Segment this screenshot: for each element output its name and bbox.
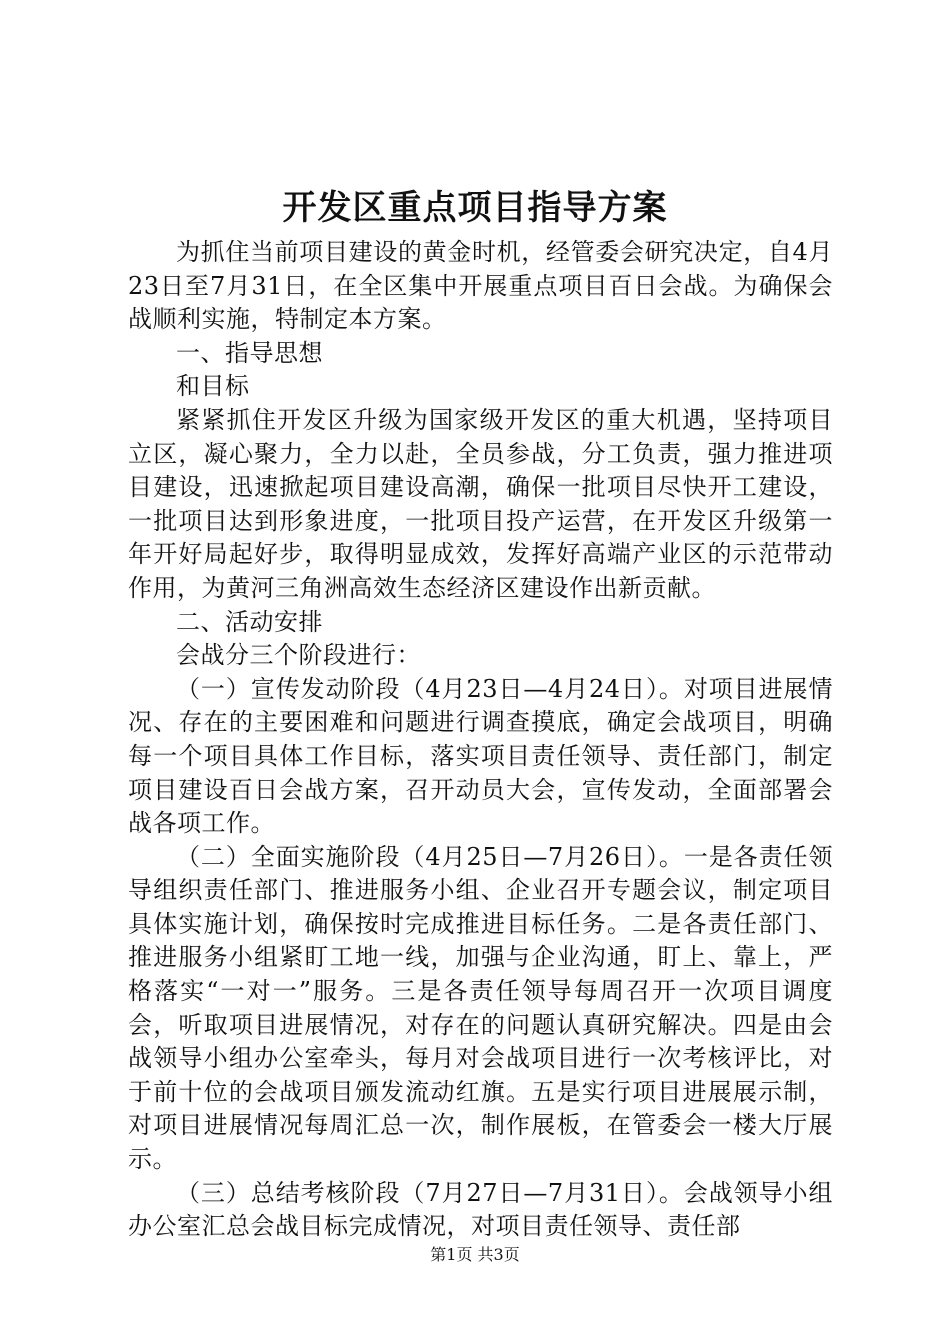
phase-three-paragraph: （三）总结考核阶段（7月27日—7月31日）。会战领导小组办公室汇总会战目标完成情况，对项目责任领导、责任部 xyxy=(128,1178,833,1241)
guiding-thought-paragraph: 紧紧抓住开发区升级为国家级开发区的重大机遇，坚持项目立区，凝心聚力，全力以赴，全员参战，分工负责，强力推进项目建设，迅速掀起项目建设高潮，确保一批项目尽快开工建设，一批项目达到形象进度，一批项目投产运营，在开发区升级第一年开好局起好步，取得明显成效，发挥好高端产业区的示范带动作用，为黄河三角洲高效生态经济区建设作出新贡献。 xyxy=(128,405,833,602)
section-heading-activity-arrangement: 二、活动安排 xyxy=(176,607,323,636)
section-heading-guiding-thought: 一、指导思想 xyxy=(176,338,323,367)
document-body xyxy=(128,236,833,1244)
phases-intro-paragraph: 会战分三个阶段进行： xyxy=(176,641,421,670)
phase-two-paragraph: （二）全面实施阶段（4月25日—7月26日）。一是各责任领导组织责任部门、推进服务小组、企业召开专题会议，制定项目具体实施计划，确保按时完成推进目标任务。二是各责任部门、推进服务小组紧盯工地一线，加强与企业沟通，盯上、靠上，严格落实“一对一”服务。三是各责任领导每周召开一次项目调度会，听取项目进展情况，对存在的问题认真研究解决。四是由会战领导小组办公室牵头，每月对会战项目进行一次考核评比，对于前十位的会战项目颁发流动红旗。五是实行项目进展展示制，对项目进展情况每周汇总一次，制作展板，在管委会一楼大厅展示。 xyxy=(128,842,833,1174)
phase-one-paragraph: （一）宣传发动阶段（4月23日—4月24日）。对项目进展情况、存在的主要困难和问题进行调查摸底，确定会战项目，明确每一个项目具体工作目标，落实项目责任领导、责任部门，制定项目建设百日会战方案，召开动员大会，宣传发动，全面部署会战各项工作。 xyxy=(128,674,833,838)
document-title: 开发区重点项目指导方案 xyxy=(282,188,668,228)
section-heading-continuation: 和目标 xyxy=(176,372,250,401)
intro-paragraph: 为抓住当前项目建设的黄金时机，经管委会研究决定，自4月23日至7月31日，在全区集中开展重点项目百日会战。为确保会战顺利实施，特制定本方案。 xyxy=(128,238,833,334)
page-number-footer: 第1页 共3页 xyxy=(430,1245,520,1264)
